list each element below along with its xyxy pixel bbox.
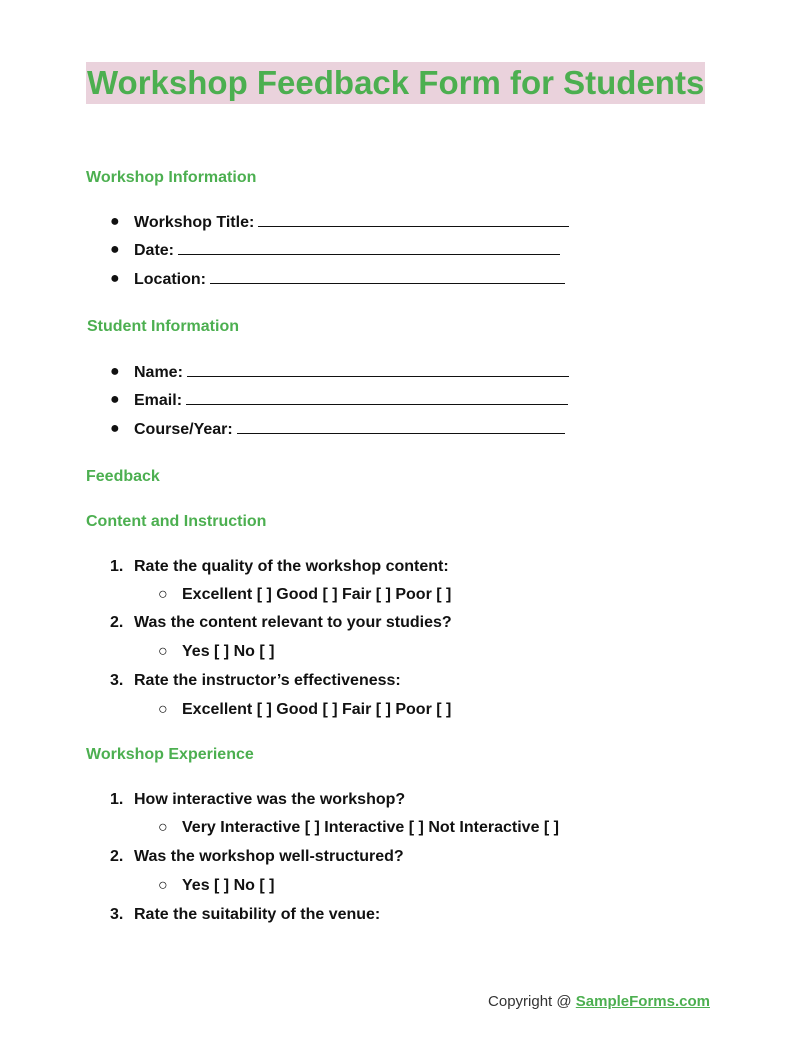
- question-interactivity: How interactive was the workshop?: [134, 791, 406, 808]
- question-number: 3.: [110, 906, 124, 923]
- field-workshop-title: [134, 212, 569, 233]
- question-venue-suitability: Rate the suitability of the venue:: [134, 906, 381, 923]
- question-number: 1.: [110, 558, 124, 575]
- bullet-icon: ●: [110, 391, 120, 408]
- field-label: Date:: [134, 242, 175, 259]
- field-label: Location:: [134, 271, 206, 288]
- options-interactivity[interactable]: Very Interactive [ ] Interactive [ ] Not Interactive [ ]: [182, 819, 560, 836]
- field-date: [134, 240, 560, 261]
- field-label: Course/Year:: [134, 421, 233, 438]
- question-structure: Was the workshop well-structured?: [134, 848, 404, 865]
- copyright-footer: [488, 993, 710, 1010]
- question-number: 1.: [110, 791, 124, 808]
- field-name: [134, 362, 569, 383]
- options-content-relevance[interactable]: Yes [ ] No [ ]: [182, 643, 275, 660]
- circle-bullet-icon: ○: [158, 586, 168, 603]
- section-heading-student-information: Student Information: [87, 318, 239, 335]
- question-number: 2.: [110, 848, 124, 865]
- question-number: 3.: [110, 672, 124, 689]
- bullet-icon: ●: [110, 270, 120, 287]
- page-title: Workshop Feedback Form for Students: [86, 62, 705, 104]
- circle-bullet-icon: ○: [158, 877, 168, 894]
- section-heading-workshop-information: Workshop Information: [86, 169, 257, 186]
- question-instructor-effectiveness: Rate the instructor’s effectiveness:: [134, 672, 401, 689]
- field-label: Workshop Title:: [134, 214, 255, 231]
- subsection-heading-content-instruction: Content and Instruction: [86, 513, 267, 530]
- bullet-icon: ●: [110, 363, 120, 380]
- bullet-icon: ●: [110, 241, 120, 258]
- subsection-heading-workshop-experience: Workshop Experience: [86, 746, 254, 763]
- options-instructor-effectiveness[interactable]: Excellent [ ] Good [ ] Fair [ ] Poor [ ]: [182, 701, 452, 718]
- workshop-title-input[interactable]: [258, 212, 569, 227]
- question-content-quality: Rate the quality of the workshop content:: [134, 558, 449, 575]
- location-input[interactable]: [210, 269, 565, 284]
- field-location: [134, 269, 565, 290]
- date-input[interactable]: [178, 240, 560, 255]
- field-email: [134, 390, 568, 411]
- field-course-year: [134, 419, 565, 440]
- section-heading-feedback: Feedback: [86, 468, 160, 485]
- bullet-icon: ●: [110, 420, 120, 437]
- field-label: Name:: [134, 364, 183, 381]
- question-number: 2.: [110, 614, 124, 631]
- email-input[interactable]: [186, 390, 568, 405]
- options-structure[interactable]: Yes [ ] No [ ]: [182, 877, 275, 894]
- circle-bullet-icon: ○: [158, 701, 168, 718]
- name-input[interactable]: [187, 362, 569, 377]
- sampleforms-link[interactable]: SampleForms.com: [575, 993, 710, 1010]
- bullet-icon: ●: [110, 213, 120, 230]
- field-label: Email:: [134, 392, 183, 409]
- circle-bullet-icon: ○: [158, 819, 168, 836]
- options-content-quality[interactable]: Excellent [ ] Good [ ] Fair [ ] Poor [ ]: [182, 586, 452, 603]
- question-content-relevance: Was the content relevant to your studies?: [134, 614, 452, 631]
- copyright-prefix: Copyright @: [488, 993, 576, 1010]
- circle-bullet-icon: ○: [158, 643, 168, 660]
- course-year-input[interactable]: [237, 419, 565, 434]
